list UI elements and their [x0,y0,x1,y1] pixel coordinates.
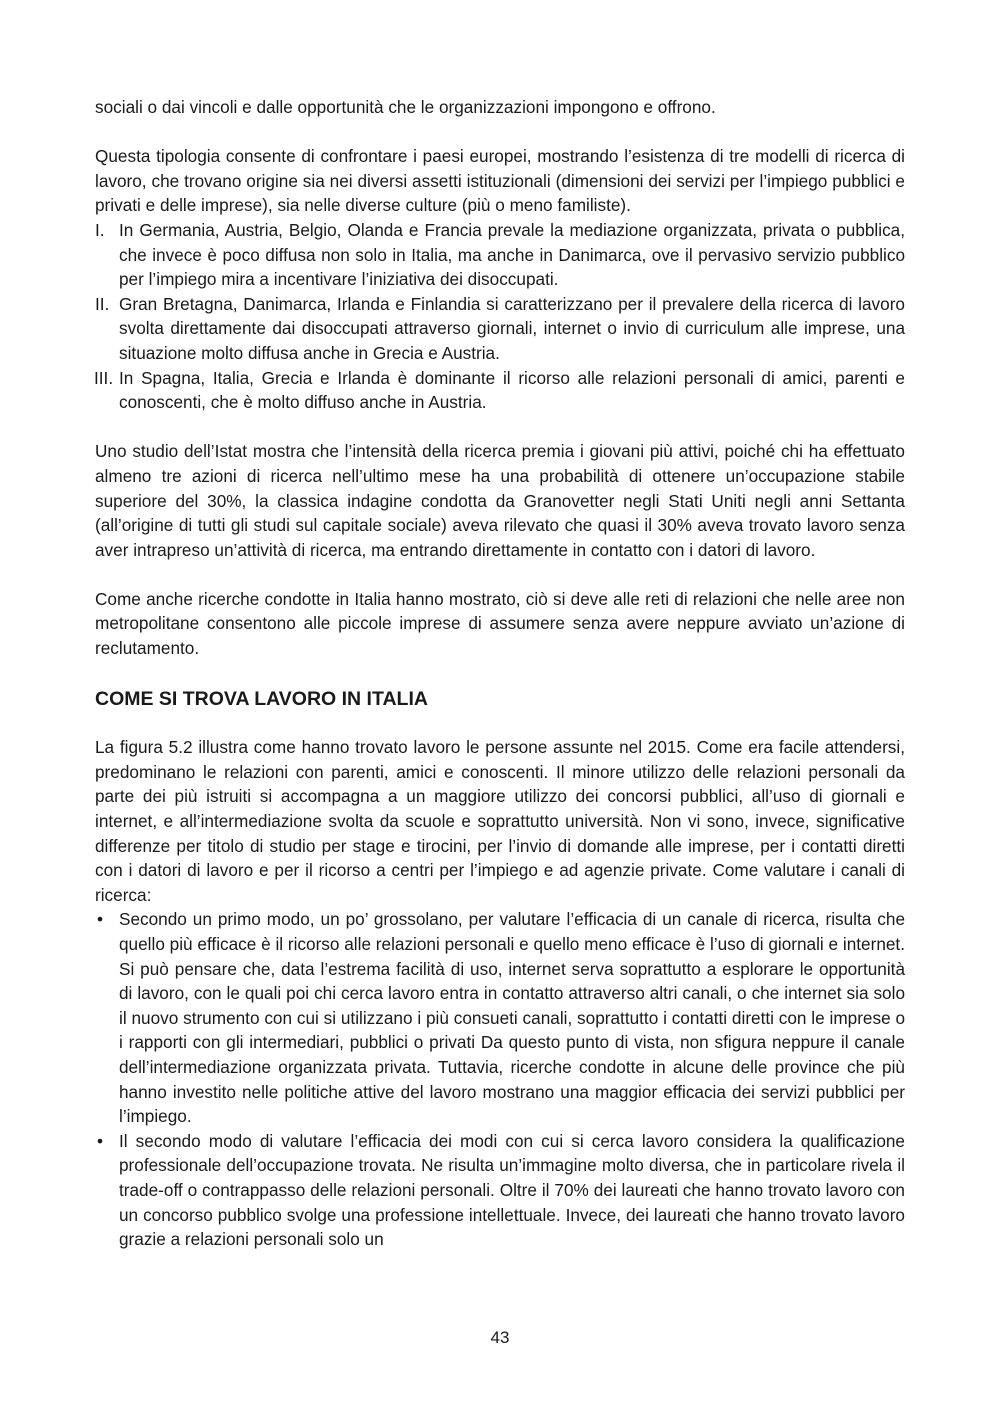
document-body [95,95,905,1252]
list-item-text: In Spagna, Italia, Grecia e Irlanda è dominante il ricorso alle relazioni personali di amici, parenti e conoscenti, che è molto diffuso anche in Austria. [119,367,905,413]
bullet-item [95,907,905,1128]
bullet-item-text: Il secondo modo di valutare l’efficacia dei modi con cui si cerca lavoro considera la qualificazione professionale dell’occupazione trovata. Ne risulta un’immagine molto diversa, che in particolare rivela il trade-off o contrappasso delle relazioni personali. Oltre il 70% dei laureati che hanno trovato lavoro con un concorso pubblico svolge una professione intellettuale. Invece, dei laureati che hanno trovato lavoro grazie a relazioni personali solo un [119,1130,905,1250]
paragraph-networks: Come anche ricerche condotte in Italia hanno mostrato, ciò si deve alle reti di relazioni che nelle aree non metropolitane consentono alle piccole imprese di assumere senza avere neppure avviato un’azione di reclutamento. [95,588,905,659]
list-item [95,366,905,415]
page-number: 43 [490,1328,510,1347]
list-marker: II. [95,293,110,314]
paragraph-intro-tail: sociali o dai vincoli e dalle opportunità che le organizzazioni impongono e offrono. [95,97,716,117]
list-marker: I. [95,219,105,240]
bullet-marker: • [97,909,104,930]
bullet-marker: • [97,1130,104,1151]
bullet-item-text: Secondo un primo modo, un po’ grossolano, per valutare l’efficacia di un canale di ricerca, risulta che quello più efficace è il ricorso alle relazioni personali e quello meno efficace è l’uso di giornali e internet. Si può pensare che, data l’estrema facilità di uso, internet serva soprattutto a esplorare le opportunità di lavoro, con le quali poi chi cerca lavoro entra in contatto attraverso altri canali, o che internet sia solo il nuovo strumento con cui si utilizzano i più consueti canali, soprattutto i contatti diretti con le imprese o i rapporti con gli intermediari, pubblici o privati Da questo punto di vista, non sfigura neppure il canale dell’intermediazione organizzata privata. Tuttavia, ricerche condotte in alcune delle province che più hanno investito nelle politiche attive del lavoro mostrano una maggior efficacia dei servizi pubblici per l’impiego. [119,909,905,1127]
list-item-text: In Germania, Austria, Belgio, Olanda e Francia prevale la mediazione organizzata, privata o pubblica, che invece è poco diffusa non solo in Italia, ma anche in Danimarca, ove il pervasivo servizio pubblico per l’impiego mira a incentivare l’iniziativa dei disoccupati. [119,219,905,290]
section-heading: COME SI TROVA LAVORO IN ITALIA [95,688,428,711]
paragraph-figure: La figura 5.2 illustra come hanno trovato lavoro le persone assunte nel 2015. Come era facile attendersi, predominano le relazioni con parenti, amici e conoscenti. Il minore utilizzo delle relazioni personali da parte dei più istruiti si accompagna a un maggiore utilizzo dei concorsi pubblici, all’uso di giornali e internet, e all’intermediazione svolta da scuole e soprattutto università. Non vi sono, invece, significative differenze per titolo di studio per stage e tirocini, per l’invio di domande alle imprese, per i contatti diretti con i datori di lavoro e per il ricorso a centri per l’impiego e ad agenzie private. Come valutare i canali di ricerca: [95,737,905,905]
evaluation-list [95,907,905,1251]
list-item [95,292,905,366]
paragraph-typology: Questa tipologia consente di confrontare i paesi europei, mostrando l’esistenza di tre modelli di ricerca di lavoro, che trovano origine sia nei diversi assetti istituzionali (dimensioni dei servizi per l’impiego pubblici e privati e delle imprese), sia nelle diverse culture (più o meno familiste). [95,146,905,216]
list-item-text: Gran Bretagna, Danimarca, Irlanda e Finlandia si caratterizzano per il prevalere della ricerca di lavoro svolta direttamente dai disoccupati attraverso giornali, internet o invio di curriculum alle imprese, una situazione molto diffusa anche in Grecia e Austria. [119,293,905,363]
paragraph-istat: Uno studio dell’Istat mostra che l’intensità della ricerca premia i giovani più attivi, poiché chi ha effettuato almeno tre azioni di ricerca nell’ultimo mese ha una probabilità di ottenere un’occupazione stabile superiore del 30%, la classica indagine condotta da Granovetter negli Stati Uniti negli anni Settanta (all’origine di tutti gli studi sul capitale sociale) aveva rilevato che quasi il 30% aveva trovato lavoro senza aver intrapreso un’attività di ricerca, ma entrando direttamente in contatto con i datori di lavoro. [95,441,905,560]
list-item [95,218,905,292]
list-marker: III. [94,367,114,388]
bullet-item [95,1129,905,1252]
models-list [95,218,905,415]
